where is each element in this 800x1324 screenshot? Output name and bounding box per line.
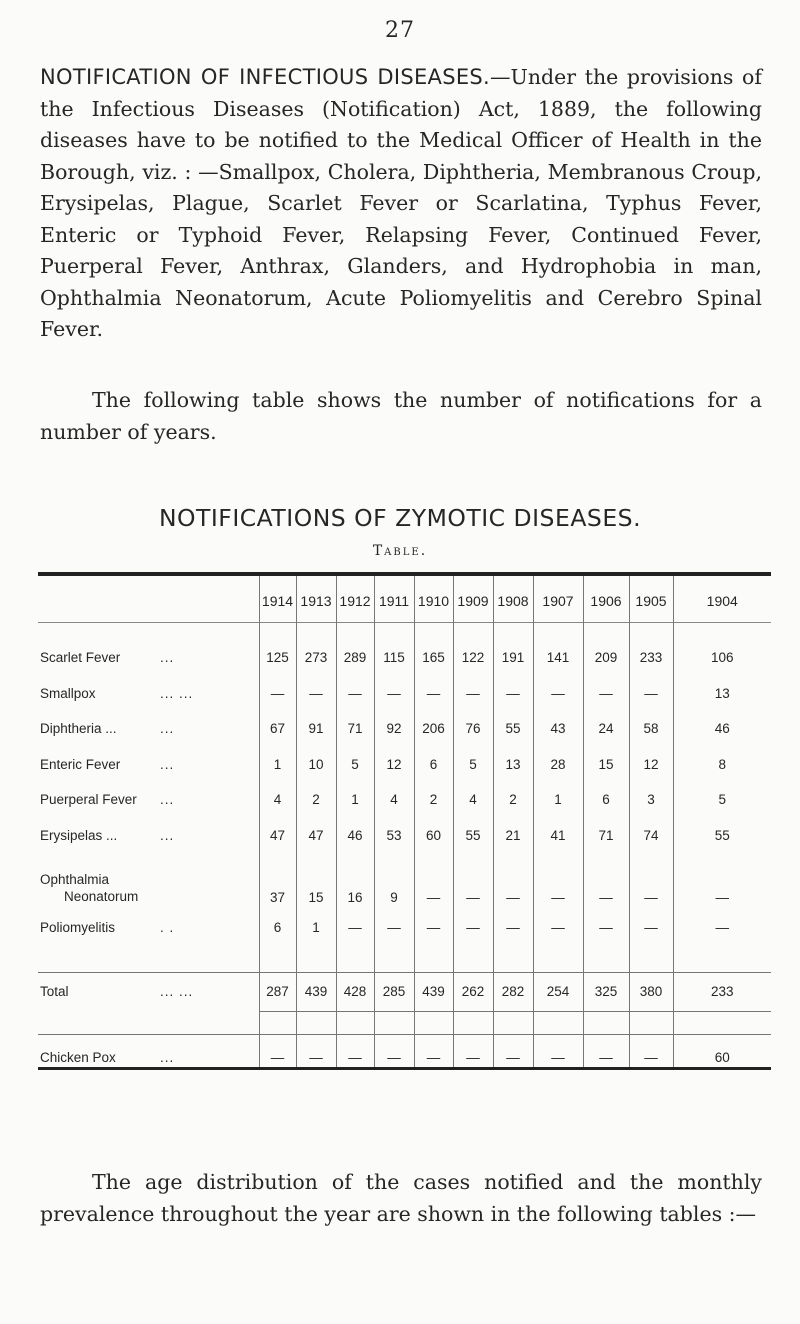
table-cell: 4	[453, 782, 493, 818]
table-cell: 10	[296, 747, 336, 783]
total-cell: 287	[259, 972, 296, 1011]
table-cell: 60	[673, 1034, 771, 1067]
table-cell: —	[629, 1034, 673, 1067]
disease-name: Enteric Fever ...	[40, 756, 175, 772]
table-cell: —	[493, 910, 533, 946]
table-cell: —	[629, 853, 673, 910]
table-label: Table.	[372, 543, 428, 559]
table-cell: 12	[374, 747, 414, 783]
table-cell: —	[296, 1034, 336, 1067]
disease-name: Diphtheria ... ...	[40, 721, 175, 737]
total-cell: 380	[629, 972, 673, 1011]
year-header: 1913	[296, 576, 336, 623]
table-cell: 47	[259, 818, 296, 854]
table-cell: —	[533, 1034, 583, 1067]
spacer-row	[38, 1011, 771, 1034]
table-cell: 5	[453, 747, 493, 783]
table-cell: 21	[493, 818, 533, 854]
total-label: Total ... ...	[38, 972, 259, 1011]
table-cell: 16	[336, 853, 374, 910]
table-cell: —	[453, 676, 493, 712]
table-cell: 122	[453, 640, 493, 676]
table-cell: 8	[673, 747, 771, 783]
table-cell: 2	[493, 782, 533, 818]
intro-text: —Under the provisions of the Infectious Diseases (Notification) Act, 1889, the following diseases have to be notified to the Medical Officer of Health in the Borough, viz. : —Smallpox, Cholera, Diphtheria, Membranous Croup, Erysipelas, Plague, Scarlet Fever or Scarlatina, Typhus Fever, Enteric or Typhoid Fever, Relapsing Fever, Continued Fever, Puerperal Fever, Anthrax, Glanders, and Hydrophobia in man, Ophthalmia Neonatorum, Acute Poliomyelitis and Cerebro Spinal Fever.	[40, 65, 762, 341]
table-cell: —	[374, 910, 414, 946]
table-cell: —	[583, 853, 629, 910]
table-cell: 1	[336, 782, 374, 818]
table-cell: 4	[259, 782, 296, 818]
table-cell: —	[336, 676, 374, 712]
total-row	[38, 972, 771, 1011]
table-cell: 209	[583, 640, 629, 676]
table-cell: 41	[533, 818, 583, 854]
table-cell: 6	[414, 747, 453, 783]
table-cell: 1	[259, 747, 296, 783]
table-cell: 55	[493, 711, 533, 747]
intro-runin-heading: NOTIFICATION OF INFECTIOUS DISEASES.	[40, 65, 491, 89]
table-cell: 55	[673, 818, 771, 854]
table-intro-paragraph: The following table shows the number of notifications for a number of years.	[40, 388, 762, 444]
table-cell: —	[673, 910, 771, 946]
total-cell: 428	[336, 972, 374, 1011]
table-row	[38, 782, 771, 818]
table-cell: —	[583, 676, 629, 712]
table-cell: 2	[296, 782, 336, 818]
table-cell: —	[414, 910, 453, 946]
closing-paragraph: The age distribution of the cases notified and the monthly prevalence throughout the year are shown in the following tables :—	[40, 1170, 762, 1226]
table-cell: 15	[583, 747, 629, 783]
year-header: 1907	[533, 576, 583, 623]
table-cell: 92	[374, 711, 414, 747]
table-cell: —	[583, 1034, 629, 1067]
year-header: 1912	[336, 576, 374, 623]
table-cell: —	[414, 1034, 453, 1067]
year-header: 1905	[629, 576, 673, 623]
year-header: 1909	[453, 576, 493, 623]
year-header: 1908	[493, 576, 533, 623]
table-cell: —	[673, 853, 771, 910]
table-cell: —	[336, 910, 374, 946]
table-cell: —	[259, 1034, 296, 1067]
table-cell: 74	[629, 818, 673, 854]
notifications-table-wrapper	[38, 572, 771, 1070]
table-cell: 115	[374, 640, 414, 676]
table-cell: 206	[414, 711, 453, 747]
intro-paragraph	[40, 62, 762, 346]
year-header: 1906	[583, 576, 629, 623]
table-cell: 5	[673, 782, 771, 818]
total-cell: 233	[673, 972, 771, 1011]
table-cell: 55	[453, 818, 493, 854]
table-row	[38, 910, 771, 946]
table-cell: 1	[533, 782, 583, 818]
table-cell: —	[493, 1034, 533, 1067]
table-cell: 91	[296, 711, 336, 747]
table-cell: —	[629, 676, 673, 712]
table-cell: 46	[673, 711, 771, 747]
section-heading: NOTIFICATIONS OF ZYMOTIC DISEASES.	[158, 504, 642, 532]
disease-name: Puerperal Fever ...	[40, 792, 175, 808]
notifications-table	[38, 576, 771, 1067]
disease-name: Smallpox ... ...	[40, 685, 194, 701]
table-row	[38, 853, 771, 910]
total-cell: 325	[583, 972, 629, 1011]
table-cell: 28	[533, 747, 583, 783]
table-cell: 60	[414, 818, 453, 854]
table-cell: —	[493, 676, 533, 712]
table-cell: 15	[296, 853, 336, 910]
year-header: 1904	[673, 576, 771, 623]
table-cell: 71	[583, 818, 629, 854]
table-cell: —	[533, 910, 583, 946]
spacer-row	[38, 946, 771, 973]
table-cell: 13	[673, 676, 771, 712]
table-cell: 6	[583, 782, 629, 818]
table-cell: 3	[629, 782, 673, 818]
year-header: 1914	[259, 576, 296, 623]
table-cell: 43	[533, 711, 583, 747]
table-cell: 2	[414, 782, 453, 818]
table-cell: —	[296, 676, 336, 712]
table-cell: —	[414, 676, 453, 712]
header-corner	[38, 576, 259, 623]
disease-name: Chicken Pox ...	[38, 1034, 259, 1067]
table-bottom-rule	[38, 1067, 771, 1070]
table-cell: —	[453, 1034, 493, 1067]
table-cell: 71	[336, 711, 374, 747]
total-cell: 439	[414, 972, 453, 1011]
table-cell: —	[414, 853, 453, 910]
table-row	[38, 747, 771, 783]
table-cell: 141	[533, 640, 583, 676]
table-cell: 106	[673, 640, 771, 676]
table-row	[38, 818, 771, 854]
table-cell: 1	[296, 910, 336, 946]
disease-name: Erysipelas ... ...	[40, 827, 175, 843]
table-cell: 24	[583, 711, 629, 747]
table-cell: 191	[493, 640, 533, 676]
table-header-row	[38, 576, 771, 623]
table-cell: 67	[259, 711, 296, 747]
total-cell: 439	[296, 972, 336, 1011]
table-cell: —	[374, 1034, 414, 1067]
table-cell: 233	[629, 640, 673, 676]
header-spacer-row	[38, 623, 771, 641]
disease-name: Scarlet Fever ...	[40, 650, 175, 666]
chicken-pox-row	[38, 1034, 771, 1067]
table-cell: 289	[336, 640, 374, 676]
table-cell: —	[583, 910, 629, 946]
table-cell: —	[629, 910, 673, 946]
table-cell: 76	[453, 711, 493, 747]
table-cell: 37	[259, 853, 296, 910]
year-header: 1911	[374, 576, 414, 623]
table-cell: 4	[374, 782, 414, 818]
table-row	[38, 711, 771, 747]
table-cell: 53	[374, 818, 414, 854]
table-cell: 13	[493, 747, 533, 783]
table-cell: —	[453, 910, 493, 946]
table-row	[38, 676, 771, 712]
table-cell: —	[533, 853, 583, 910]
disease-name: Poliomyelitis . .	[40, 920, 175, 936]
table-cell: 5	[336, 747, 374, 783]
disease-name: Ophthalmia Neonatorum	[40, 872, 139, 904]
table-cell: 46	[336, 818, 374, 854]
year-header: 1910	[414, 576, 453, 623]
table-cell: —	[336, 1034, 374, 1067]
table-cell: —	[453, 853, 493, 910]
page-number: 27	[385, 18, 415, 43]
total-cell: 285	[374, 972, 414, 1011]
table-cell: 58	[629, 711, 673, 747]
table-cell: —	[259, 676, 296, 712]
table-cell: —	[374, 676, 414, 712]
table-row	[38, 640, 771, 676]
total-cell: 262	[453, 972, 493, 1011]
table-cell: 12	[629, 747, 673, 783]
table-cell: —	[493, 853, 533, 910]
table-cell: 165	[414, 640, 453, 676]
total-cell: 254	[533, 972, 583, 1011]
table-cell: 47	[296, 818, 336, 854]
table-cell: —	[533, 676, 583, 712]
total-cell: 282	[493, 972, 533, 1011]
table-cell: 6	[259, 910, 296, 946]
table-cell: 125	[259, 640, 296, 676]
table-cell: 9	[374, 853, 414, 910]
table-cell: 273	[296, 640, 336, 676]
